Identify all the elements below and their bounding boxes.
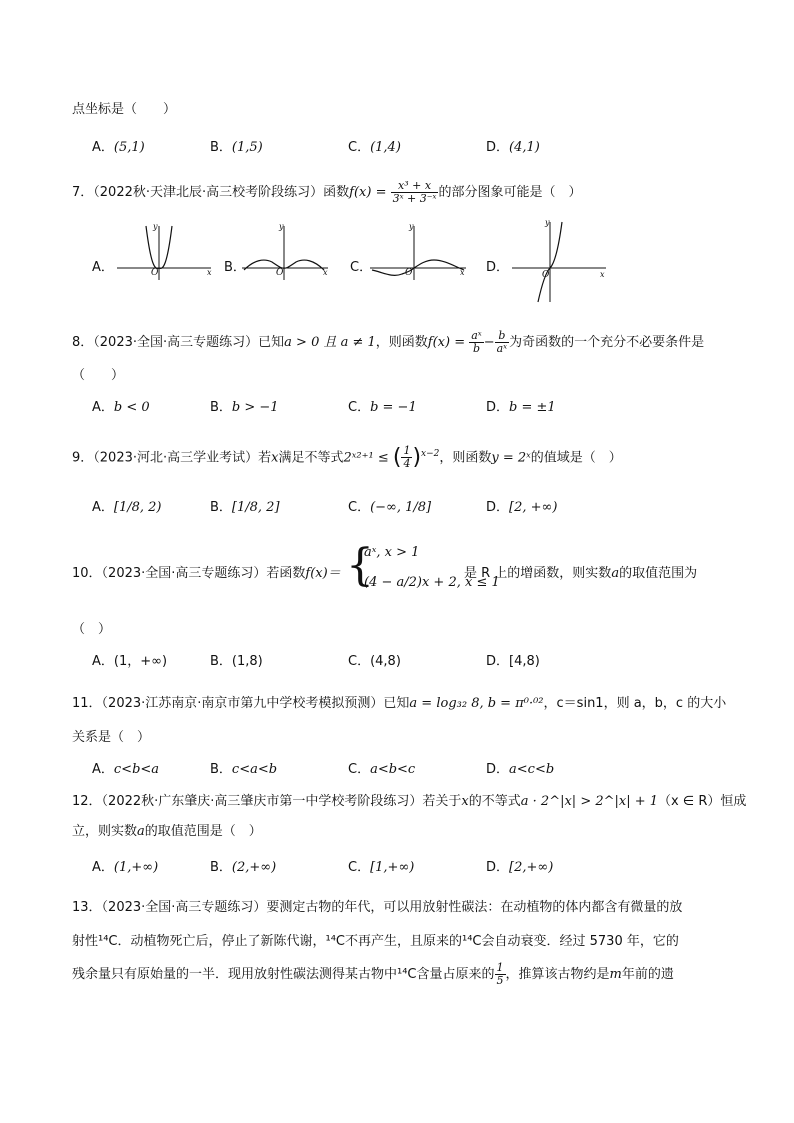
q12-option-c[interactable]: C．[1,+∞) <box>348 860 415 875</box>
q9-stem: 9．（2023·河北·高三学业考试）若x满足不等式2ˣ²⁺¹ ≤ ( $\frac{1}{4}$ )$^{x-2}$，则函数y = 2ˣ的值域是（ ） <box>72 444 622 471</box>
q9-option-a[interactable]: A．[1/8, 2) <box>92 500 162 515</box>
q10-answer-paren: （ ） <box>72 622 112 637</box>
q10-case-2: (4 − a/2)x + 2, x ≤ 1 <box>364 575 500 590</box>
q13-line3: 残余量只有原始量的一半．现用放射性碳法测得某古物中¹⁴C含量占原来的 $\frac{1}{5}$ ，推算该古物约是m年前的遗 <box>72 961 674 987</box>
q7-d-origin: O <box>542 270 550 280</box>
q10-piecewise-brace: { <box>346 540 374 591</box>
q9-source: （2023·河北·高三学业考试） <box>93 450 259 466</box>
q7-a-x-label: x <box>207 268 212 277</box>
q12-option-a[interactable]: A．(1,+∞) <box>92 860 159 875</box>
q8-option-b[interactable]: B．b > −1 <box>210 400 279 415</box>
q11-stem-line2: 关系是（ ） <box>72 730 151 745</box>
q6-option-a[interactable]: A．(5,1) <box>92 140 145 155</box>
q11-source: （2023·江苏南京·南京市第九中学校考模拟预测） <box>101 696 384 711</box>
q10-option-c[interactable]: C．(4,8) <box>348 654 401 669</box>
q11-stem: 11．（2023·江苏南京·南京市第九中学校考模拟预测）已知a = log₃₂ 8, b = π⁰·⁰²，c＝sin1，则 a，b，c 的大小 <box>72 696 727 711</box>
q6-option-c[interactable]: C．(1,4) <box>348 140 401 155</box>
q10-stem: 10．（2023·全国·高三专题练习）若函数f(x)＝ <box>72 566 341 581</box>
q9-option-d[interactable]: D．[2, +∞) <box>486 500 558 515</box>
q7-stem: 7．（2022秋·天津北辰·高三校考阶段练习）函数f(x) = $\frac{\text{x³ + x}}{\text{3ˣ + 3⁻ˣ}}$ 的部分图象可能是（ ） <box>72 179 582 205</box>
q7-graph-d <box>510 218 610 304</box>
q6-tail-text: 点坐标是（ ） <box>72 102 177 117</box>
q11-options <box>92 760 712 780</box>
q8-answer-paren: （ ） <box>72 368 125 383</box>
q7-fraction: $\frac{\text{x³ + x}}{\text{3ˣ + 3⁻ˣ}}$ <box>392 179 437 205</box>
q7-c-x-label: x <box>460 268 465 277</box>
q9-option-b[interactable]: B．[1/8, 2] <box>210 500 280 515</box>
q6-options <box>92 138 712 158</box>
q13-line2: 射性¹⁴C．动植物死亡后，停止了新陈代谢，¹⁴C不再产生，且原来的¹⁴C会自动衰变．经过 5730 年，它的 <box>72 934 679 949</box>
q7-number: 7． <box>72 185 94 200</box>
q11-option-a[interactable]: A．c<b<a <box>92 762 160 777</box>
q7-graph-b <box>240 222 330 282</box>
q10-option-a[interactable]: A．(1，+∞) <box>92 654 168 669</box>
q11-option-b[interactable]: B．c<a<b <box>210 762 278 777</box>
q10-options <box>92 652 712 672</box>
q12-option-d[interactable]: D．[2,+∞) <box>486 860 554 875</box>
q10-stem-tail: 是 R 上的增函数，则实数a的取值范围为 <box>464 566 698 581</box>
q9-option-c[interactable]: C．(−∞, 1/8] <box>348 500 432 515</box>
q7-graph-c <box>368 222 468 282</box>
q7-c-y-label: y <box>409 222 414 231</box>
q7-function: f(x) = <box>349 185 387 200</box>
q11-option-c[interactable]: C．a<b<c <box>348 762 416 777</box>
q12-source: （2022秋·广东肇庆·高三肇庆市第一中学校考阶段练习） <box>101 794 423 809</box>
q10-option-b[interactable]: B．(1,8) <box>210 654 263 669</box>
q12-stem-line2: 立，则实数a的取值范围是（ ） <box>72 824 262 839</box>
q10-source: （2023·全国·高三专题练习） <box>101 566 267 581</box>
q7-d-y-label: y <box>545 218 550 227</box>
q7-b-origin: O <box>276 268 284 278</box>
q6-option-b[interactable]: B．(1,5) <box>210 140 263 155</box>
q7-b-y-label: y <box>279 222 284 231</box>
q10-case-1: aˣ, x > 1 <box>364 545 420 560</box>
q13-source: （2023·全国·高三专题练习） <box>101 900 267 915</box>
q7-d-x-label: x <box>600 270 605 279</box>
q7-c-origin: O <box>405 268 413 278</box>
q7-a-origin: O <box>151 268 159 278</box>
q6-option-d[interactable]: D．(4,1) <box>486 140 540 155</box>
q7-b-x-label: x <box>323 268 328 277</box>
q12-options <box>92 858 712 878</box>
q8-option-a[interactable]: A．b < 0 <box>92 400 150 415</box>
q8-options <box>92 398 712 418</box>
q7-a-y-label: y <box>153 222 158 231</box>
q9-options <box>92 498 712 518</box>
q8-option-c[interactable]: C．b = −1 <box>348 400 417 415</box>
q8-source: （2023·全国·高三专题练习） <box>93 335 259 350</box>
q8-option-d[interactable]: D．b = ±1 <box>486 400 556 415</box>
q7-source: （2022秋·天津北辰·高三校考阶段练习） <box>93 185 324 200</box>
q11-option-d[interactable]: D．a<c<b <box>486 762 555 777</box>
q12-option-b[interactable]: B．(2,+∞) <box>210 860 277 875</box>
q13-stem: 13．（2023·全国·高三专题练习）要测定古物的年代，可以用放射性碳法：在动植物的体内都含有微量的放 <box>72 900 683 915</box>
q7-graph-a <box>115 222 215 282</box>
q12-stem: 12．（2022秋·广东肇庆·高三肇庆市第一中学校考阶段练习）若关于x的不等式a · 2^|x| > 2^|x| + 1（x ∈ R）恒成 <box>72 794 747 809</box>
q10-option-d[interactable]: D．[4,8) <box>486 654 540 669</box>
q8-stem: 8．（2023·全国·高三专题练习）已知a > 0 且 a ≠ 1，则函数f(x) = $\frac{\text{aˣ}}{b}$ − $\frac{b}{\text{aˣ}}$ 为奇函数的一个充分不必要条件是 <box>72 329 705 355</box>
